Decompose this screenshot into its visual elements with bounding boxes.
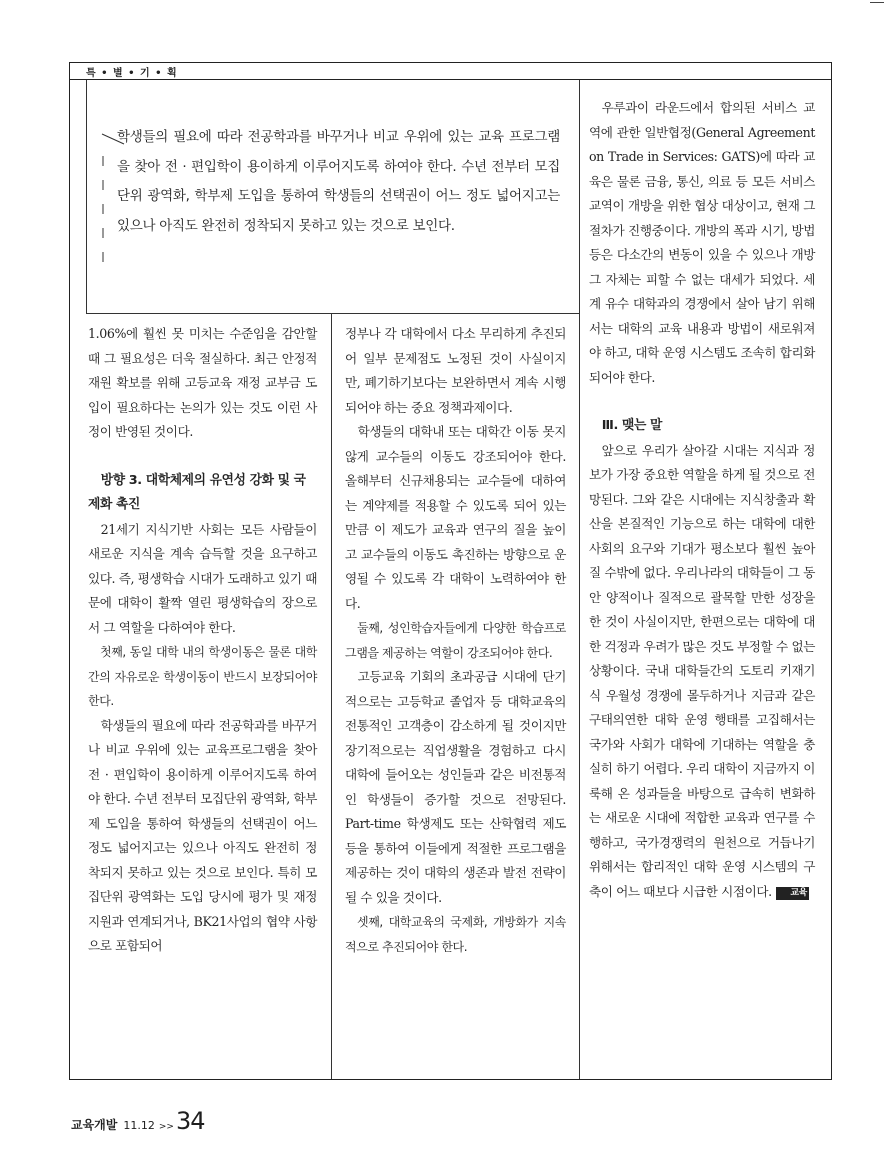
- column-2-paragraph-4: 고등교육 기회의 초과공급 시대에 단기적으로는 고등학교 졸업자 등 대학교육의 전통적인 고객층이 감소하게 될 것이지만 장기적으로는 직업생활을 경험하고 다시 대학에 들어오는 성인들과 같은 비전통적인 학생들이 증가할 것으로 전망된다. Part-time 학생제도 또는 산학협력 제도 등을 통하여 이들에게 적절한 프로그램을 제공하는 것이 대학의 생존과 발전 전략이 될 수 있을 것이다.: [345, 669, 566, 905]
- column-divider-1: [331, 313, 332, 1079]
- column-1-paragraph-2: 21세기 지식기반 사회는 모든 사람들이 새로운 지식을 계속 습득할 것을 요구하고 있다. 즉, 평생학습 시대가 도래하고 있기 때문에 대학이 활짝 열린 평생학습의 장으로서 그 역할을 다하여야 한다.: [88, 521, 317, 635]
- column-1-paragraph-1: 1.06%에 훨씬 못 미치는 수준임을 감안할 때 그 필요성은 더욱 절실하다. 최근 안정적 재원 확보를 위해 고등교육 재정 교부금 도입이 필요하다는 논의가 있는 것도 이런 사정이 반영된 것이다.: [88, 326, 317, 439]
- footer-issue: 11.12: [123, 1119, 155, 1132]
- column-3-paragraph-2: [589, 439, 815, 905]
- footer-page-number: 34: [175, 1107, 205, 1135]
- footer-arrows-icon: >>: [158, 1122, 174, 1132]
- footer-magazine-title: 교육개발: [71, 1118, 118, 1132]
- frame-left-rule: [69, 62, 70, 1080]
- header-rule: [69, 79, 831, 80]
- column-3-paragraph-2-text: 앞으로 우리가 살아갈 시대는 지식과 정보가 가장 중요한 역할을 하게 될 것으로 전망된다. 그와 같은 시대에는 지식창출과 확산을 본질적인 기능으로 하는 대학에 대한 사회의 요구와 기대가 평소보다 훨씬 높아질 수밖에 없다. 우리나라의 대학들이 그 동안 양적이나 질적으로 괄목할 만한 성장을 한 것이 사실이지만, 한편으로는 대학에 대한 걱정과 우려가 많은 것도 부정할 수 없는 상황이다. 국내 대학들간의 도토리 키재기식 우월성 경쟁에 몰두하거나 지금과 같은 구태의연한 대학 운영 행태를 고집해서는 국가와 사회가 대학에 기대하는 역할을 충실히 하기 어렵다. 우리 대학이 지금까지 이룩해 온 성과들을 바탕으로 급속히 변화하는 새로운 시대에 적합한 교육과 연구를 수행하고, 국가경쟁력의 원천으로 거듭나기 위해서는 합리적인 대학 운영 시스템의 구축이 어느 때보다 시급한 시점이다.: [589, 442, 815, 899]
- column-3: [589, 96, 815, 904]
- end-mark-icon: 교육: [776, 887, 809, 900]
- section-label: 특 • 별 • 기 • 획: [86, 68, 178, 79]
- frame-bottom-rule: [69, 1079, 831, 1080]
- pullquote-bottom-rule: [86, 313, 579, 314]
- column-2-paragraph-2: 학생들의 대학내 또는 대학간 이동 못지 않게 교수들의 이동도 강조되어야 한다. 올해부터 신규채용되는 교수들에 대하여는 계약제를 적용할 수 있도록 되어 있는 만큼 이 제도가 교육과 연구의 질을 높이고 교수들의 이동도 촉진하는 방향으로 운영될 수 있도록 각 대학이 노력하여야 한다.: [345, 424, 566, 611]
- column-divider-2: [579, 80, 580, 1079]
- pullquote-text: 학생들의 필요에 따라 전공학과를 바꾸거나 비교 우위에 있는 교육 프로그램을 찾아 전 · 편입학이 용이하게 이루어지도록 하여야 한다. 수년 전부터 모집단위 광역화, 학부제 도입을 통하여 학생들의 선택권이 어느 정도 넓어지고는 있으나 아직도 완전히 정착되지 못하고 있는 것으로 보인다.: [117, 129, 560, 234]
- column-2: [345, 322, 566, 959]
- column-2-paragraph-1: 정부나 각 대학에서 다소 무리하게 추진되어 일부 문제점도 노정된 것이 사실이지만, 폐기하기보다는 보완하면서 계속 시행되어야 하는 중요 정책과제이다.: [345, 326, 566, 415]
- column-1-paragraph-4: 학생들의 필요에 따라 전공학과를 바꾸거나 비교 우위에 있는 교육프로그램을 찾아 전 · 편입학이 용이하게 이루어지도록 하여야 한다. 수년 전부터 모집단위 광역화, 학부제 도입을 통하여 학생들의 선택권이 어느 정도 넓어지고는 있으나 아직도 완전히 정착되지 못하고 있는 것으로 보인다. 특히 모집단위 광역화는 도입 당시에 평가 및 재정지원과 연계되거나, BK21사업의 협약 사항으로 포함되어: [88, 717, 317, 953]
- column-3-heading: Ⅲ. 맺는 말: [601, 418, 662, 433]
- column-3-paragraph-1: 우루과이 라운드에서 합의된 서비스 교역에 관한 일반협정(General Agreement on Trade in Services: GATS)에 따라 교육은 물론 금융, 통신, 의료 등 모든 서비스 교역이 개방을 위한 협상 대상이고, 현재 그 절차가 진행중이다. 개방의 폭과 시기, 방법 등은 다소간의 변동이 있을 수 있으나 개방 그 자체는 피할 수 없는 대세가 되었다. 세계 유수 대학과의 경쟁에서 살아 남기 위해서는 대학의 교육 내용과 방법이 새로워져야 하고, 대학 운영 시스템도 조속히 합리화되어야 한다.: [589, 100, 815, 385]
- pullquote-left-rule: [86, 80, 87, 313]
- frame-top-rule: [69, 62, 831, 63]
- column-2-paragraph-3: 둘째, 성인학습자들에게 다양한 학습프로그램을 제공하는 역할이 강조되어야 한다.: [345, 621, 566, 660]
- pullquote: [117, 123, 560, 241]
- column-1-heading: 방향 3. 대학체제의 유연성 강화 및 국제화 촉진: [88, 472, 306, 512]
- frame-right-rule: [831, 62, 832, 1080]
- column-1: [88, 322, 317, 959]
- column-2-paragraph-5: 셋째, 대학교육의 국제화, 개방화가 지속적으로 추진되어야 한다.: [345, 915, 566, 954]
- page-footer: [71, 1107, 205, 1135]
- corner-mark: [870, 2, 884, 9]
- column-1-paragraph-3: 첫째, 동일 대학 내의 학생이동은 물론 대학간의 자유로운 학생이동이 반드시 보장되어야 한다.: [88, 645, 317, 708]
